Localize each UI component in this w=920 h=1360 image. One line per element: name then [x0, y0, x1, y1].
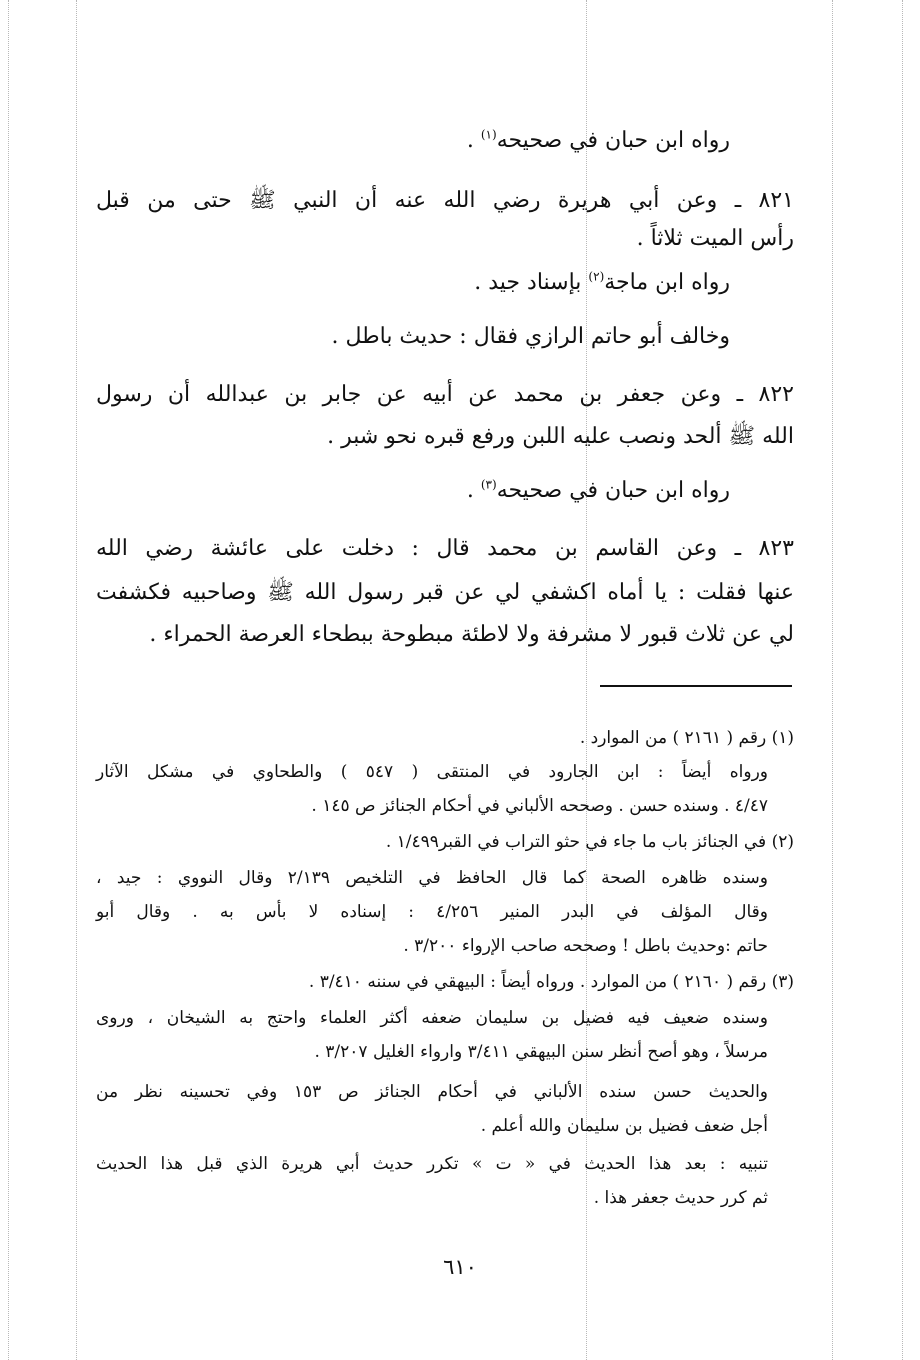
text-line: لي عن ثلاث قبور لا مشرفة ولا لاطئة مبطوحة ببطحاء العرصة الحمراء . [149, 622, 794, 647]
text-line: رواه ابن ماجة$^{(٢)}$ بإسناد جيد . [474, 269, 730, 295]
text-line: ٨٢١ ـ وعن أبي هريرة رضي الله عنه أن النبي ﷺ حتى من قبل [96, 188, 794, 213]
scan-line [8, 0, 9, 1360]
footnote-line: تنبيه : بعد هذا الحديث في « ت » تكرر حديث أبي هريرة الذي قبل هذا الحديث [96, 1154, 768, 1174]
footnote-line: أجل ضعف فضيل بن سليمان والله أعلم . [480, 1116, 768, 1136]
footnote-line: وسنده ظاهره الصحة كما قال الحافظ في التلخيص ٢/١٣٩ وقال النووي : جيد ، [96, 868, 768, 888]
page-number: ٦١٠ [443, 1255, 477, 1279]
text-line: ٨٢٣ ـ وعن القاسم بن محمد قال : دخلت على عائشة رضي الله [96, 536, 794, 561]
text-line: وخالف أبو حاتم الرازي فقال : حديث باطل . [331, 324, 730, 349]
footnote-line: (٣) رقم ( ٢١٦٠ ) من الموارد . ورواه أيضاً : البيهقي في سننه ٣/٤١٠ . [308, 972, 794, 992]
footnote-line: ثم كرر حديث جعفر هذا . [593, 1188, 768, 1208]
footnote-ref: (١) [480, 127, 497, 142]
scan-line [76, 0, 77, 1360]
footnote-line: (١) رقم ( ٢١٦١ ) من الموارد . [579, 728, 794, 748]
footnote-ref: (٣) [480, 477, 497, 492]
footnote-line: ورواه أيضاً : ابن الجارود في المنتقى ( ٥٤٧ ) والطحاوي في مشكل الآثار [96, 762, 768, 782]
footnote-line: (٢) في الجنائز باب ما جاء في حثو التراب في القبر١/٤٩٩ . [385, 832, 794, 852]
footnote-line: مرسلاً ، وهو أصح أنظر سنن البيهقي ٣/٤١١ وارواء الغليل ٣/٢٠٧ . [314, 1042, 768, 1062]
text-line: رواه ابن حبان في صحيحه$^{(١)}$ . [466, 127, 730, 153]
footnote-line: حاتم :وحديث باطل ! وصححه صاحب الإرواء ٣/٢٠٠ . [403, 936, 768, 956]
text-line: الله ﷺ ألحد ونصب عليه اللبن ورفع قبره نحو شبر . [327, 424, 794, 449]
footnote-line: ٤/٤٧ . وسنده حسن . وصححه الألباني في أحكام الجنائز ص ١٤٥ . [311, 796, 768, 816]
text-line: ٨٢٢ ـ وعن جعفر بن محمد عن أبيه عن جابر بن عبدالله أن رسول [96, 382, 794, 407]
footnote-ref: (٢) [588, 269, 605, 284]
footnote-line: وسنده ضعيف فيه فضيل بن سليمان ضعفه أكثر العلماء واحتج به الشيخان ، وروى [96, 1008, 768, 1028]
text-line: رأس الميت ثلاثاً . [636, 226, 794, 251]
text-line: رواه ابن حبان في صحيحه$^{(٣)}$ . [466, 477, 730, 503]
scan-line [832, 0, 833, 1360]
footnote-line: والحديث حسن سنده الألباني في أحكام الجنائز ص ١٥٣ وفي تحسينه نظر من [96, 1082, 768, 1102]
scan-line [902, 0, 903, 1360]
text-line: عنها فقلت : يا أماه اكشفي لي عن قبر رسول الله ﷺ وصاحبيه فكشفت [96, 580, 794, 605]
footnote-line: وقال المؤلف في البدر المنير ٤/٢٥٦ : إسناده لا بأس به . وقال أبو [96, 902, 768, 922]
footnote-separator [600, 685, 792, 687]
